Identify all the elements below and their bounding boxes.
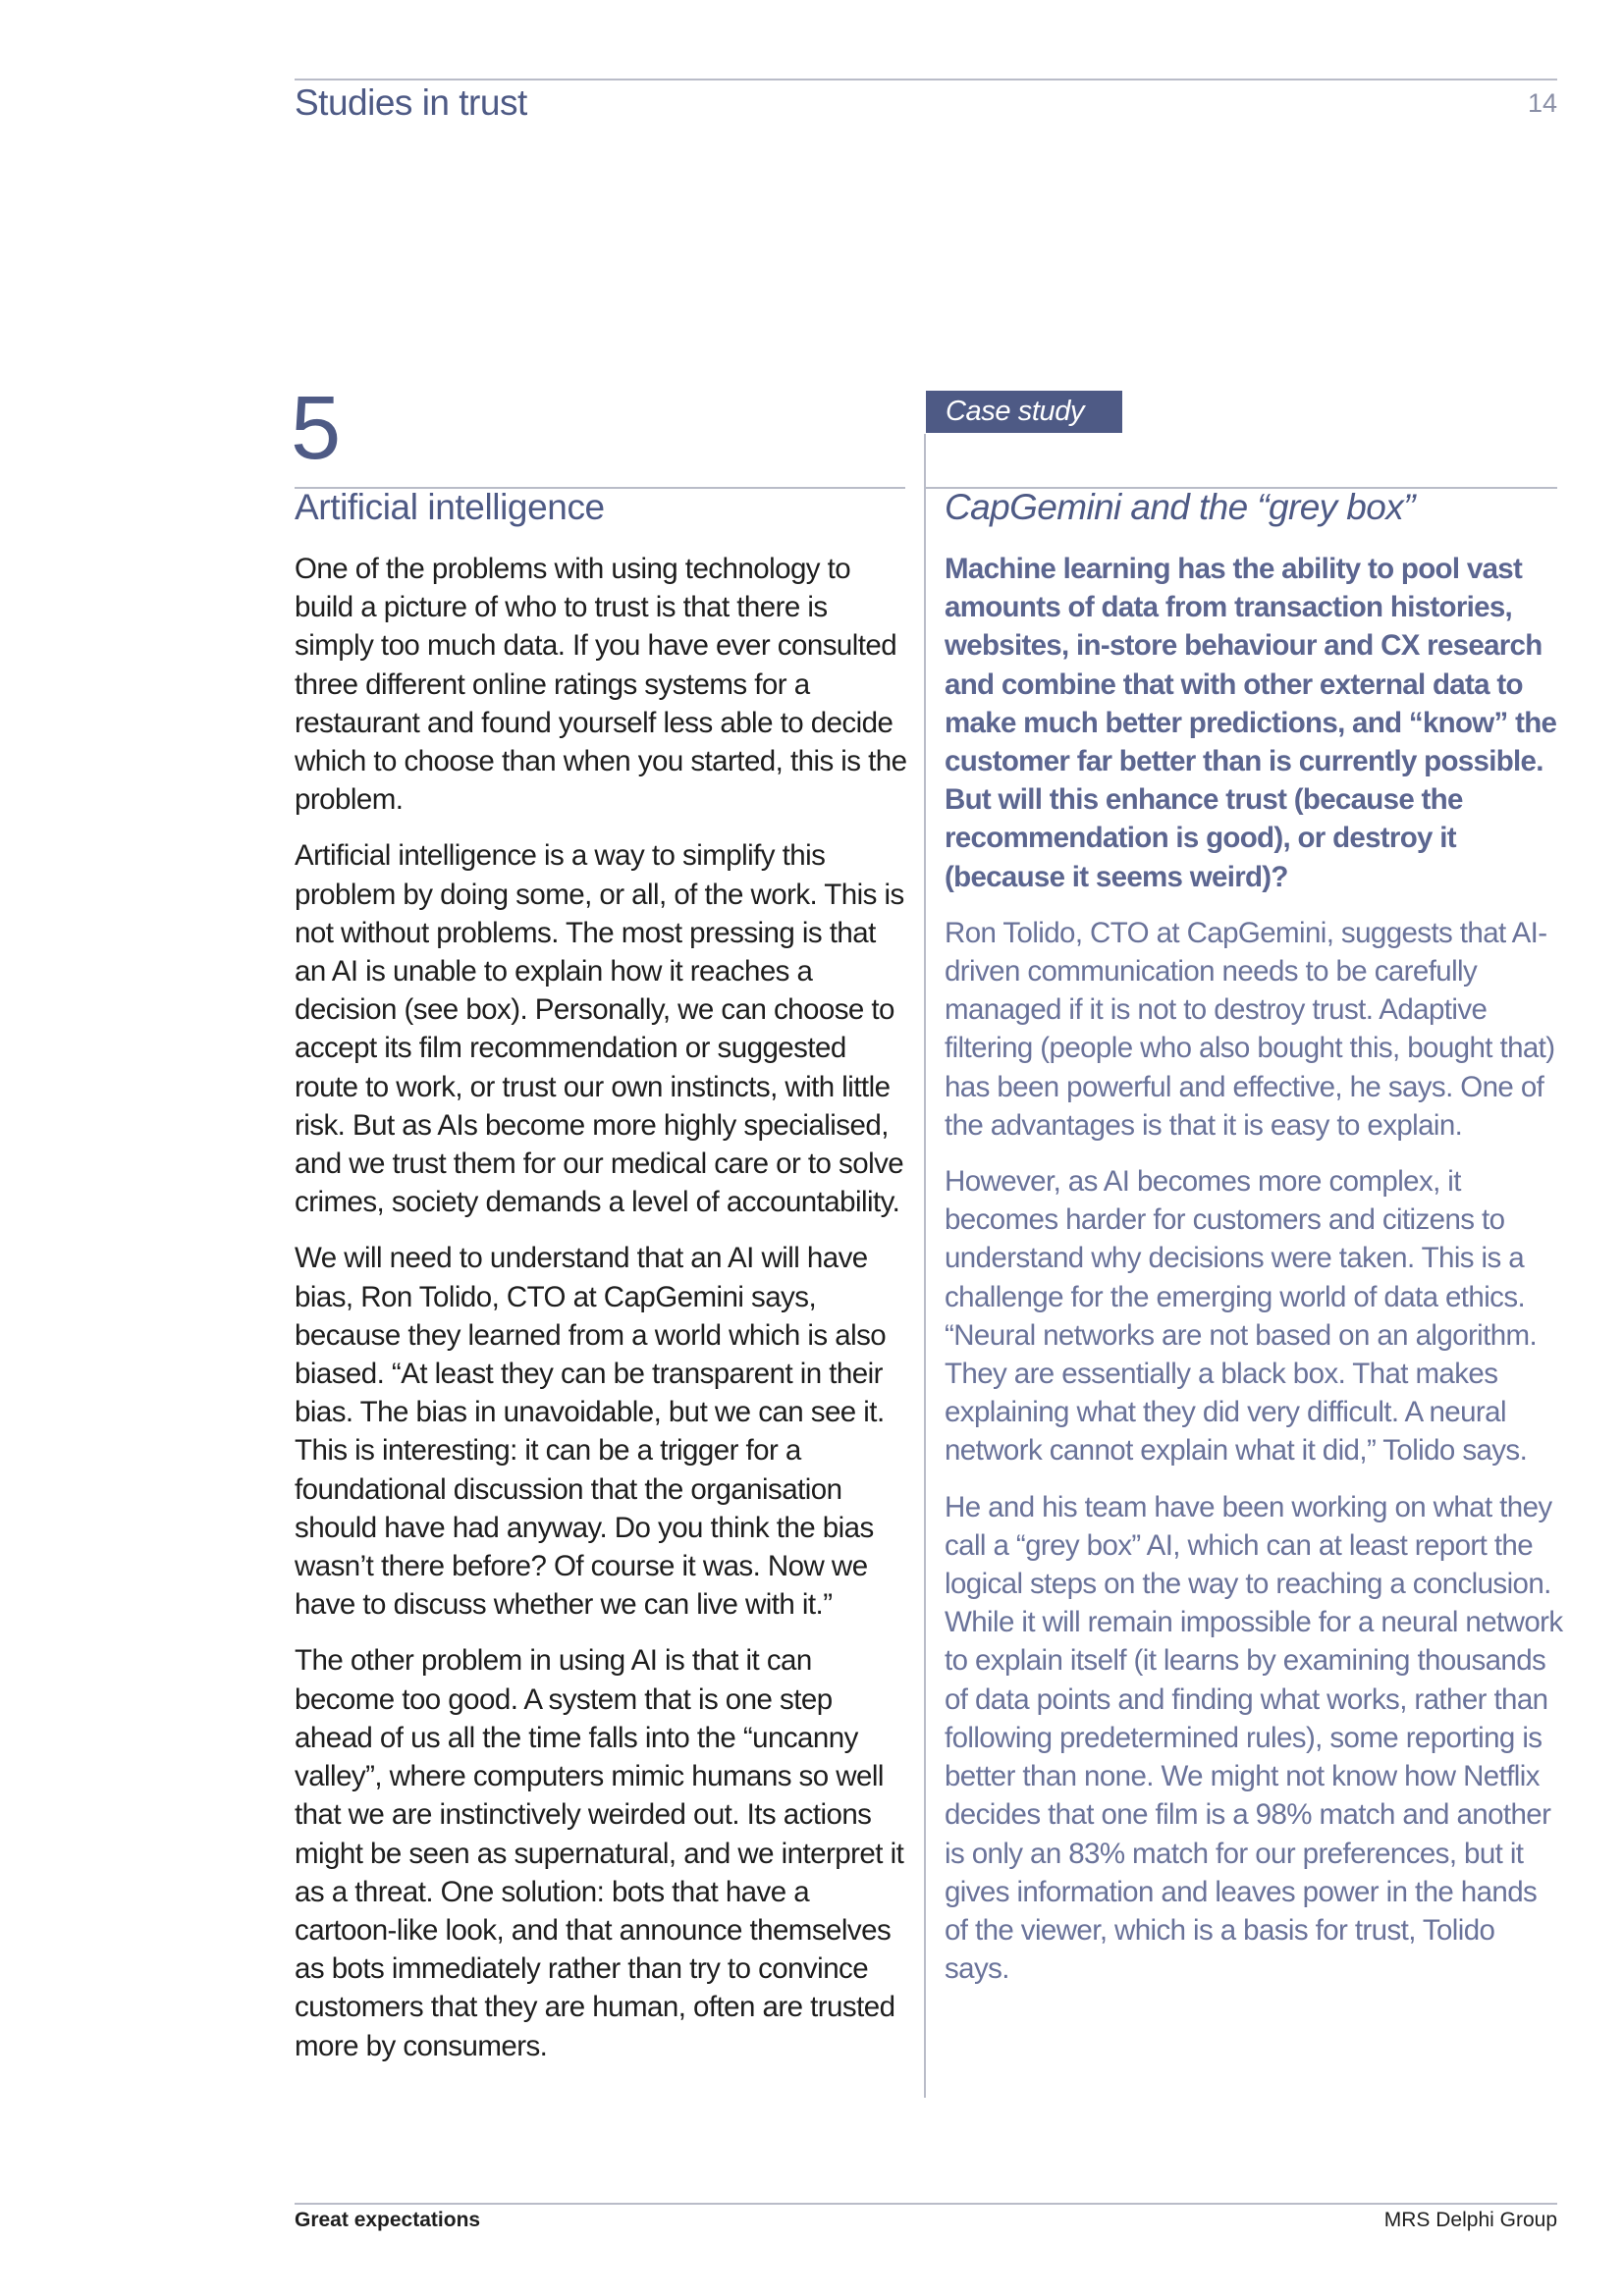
case-study-paragraph: He and his team have been working on what they call a “grey box” AI, which can at least report the logical steps on the way to reaching a conclusion. While it will remain impossible for a neural network to explain itself (it learns by examining thousands of data points and finding what works, rather than following predetermined rules), some reporting is better than none. We might not know how Netflix decides that one film is a 98% match and another is only an 83% match for our preferences, but it gives information and leaves power in the hands of the viewer, which is a basis for trust, Tolido says. <box>945 1490 1563 1986</box>
footer-rule <box>295 2203 1557 2205</box>
case-study-body <box>945 550 1565 2005</box>
footer-publication: Great expectations <box>295 2209 481 2231</box>
body-paragraph: One of the problems with using technology to build a picture of who to trust is that there is simply too much data. If you have ever consulted three different online ratings systems for a restaurant and found yourself less able to decide which to choose than when you started, this is the problem. <box>295 553 907 817</box>
case-study-tag: Case study <box>926 391 1122 433</box>
section-body <box>295 550 913 2083</box>
body-paragraph: Artificial intelligence is a way to simplify this problem by doing some, or all, of the work. This is not without problems. The most pressing is that an AI is unable to explain how it reaches a decision (see box). Personally, we can choose to accept its film recommendation or suggested route to work, or trust our own instincts, with little risk. But as AIs become more highly specialised, and we trust them for our medical care or to solve crimes, society demands a level of accountability. <box>295 839 904 1219</box>
case-study-paragraph: Ron Tolido, CTO at CapGemini, suggests that AI-driven communication needs to be carefully managed if it is not to destroy trust. Adaptive filtering (people who also bought this, bought that) has been powerful and effective, he says. One of the advantages is that it is easy to explain. <box>945 916 1555 1142</box>
section-title: Artificial intelligence <box>295 487 605 527</box>
body-paragraph: We will need to understand that an AI will have bias, Ron Tolido, CTO at CapGemini says, because they learned from a world which is also biased. “At least they can be transparent in their bias. The bias in unavoidable, but we can see it. This is interesting: it can be a trigger for a foundational discussion that the organisation should have had anyway. Do you think the bias wasn’t there before? Of course it was. Now we have to discuss whether we can live with it.” <box>295 1242 887 1622</box>
footer-publisher: MRS Delphi Group <box>1383 2209 1557 2231</box>
page-number: 14 <box>1527 88 1557 118</box>
body-paragraph: The other problem in using AI is that it can become too good. A system that is one step ahead of us all the time falls into the “uncanny valley”, where computers mimic humans so well that we are instinctively weirded out. Its actions might be seen as supernatural, and we interpret it as a threat. One solution: bots that have a cartoon-like look, and that announce themselves as bots immediately rather than try to convince customers that they are human, often are trusted more by consumers. <box>295 1644 904 2062</box>
case-study-lead: Machine learning has the ability to pool vast amounts of data from transaction histories, websites, in-store behaviour and CX research and combine that with other external data to make much better predictions, and “know” the customer far better than is currently possible. But will this enhance trust (because the recommendation is good), or destroy it (because it seems weird)? <box>945 553 1557 893</box>
case-study-paragraph: However, as AI becomes more complex, it becomes harder for customers and citizens to understand why decisions were taken. This is a challenge for the emerging world of data ethics. “Neural networks are not based on an algorithm. They are essentially a black box. That makes explaining what they did very difficult. A neural network cannot explain what it did,” Tolido says. <box>945 1165 1538 1468</box>
header-rule <box>295 79 1557 80</box>
running-title: Studies in trust <box>295 82 527 123</box>
column-divider <box>924 434 926 2098</box>
case-study-title: CapGemini and the “grey box” <box>945 487 1415 527</box>
section-number: 5 <box>291 378 342 478</box>
